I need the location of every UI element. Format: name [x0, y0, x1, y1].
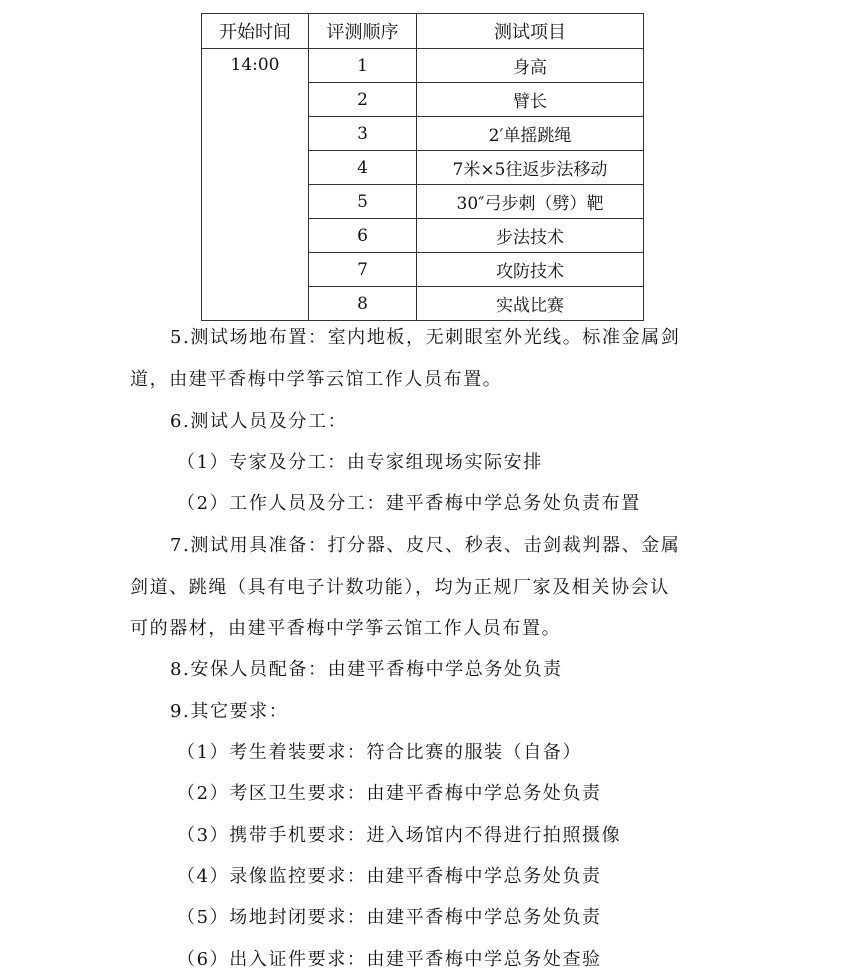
order-cell: 2 — [309, 83, 417, 117]
section-7-line-3: 可的器材，由建平香梅中学筝云馆工作人员布置。 — [130, 618, 562, 639]
section-9-title: 9.其它要求： — [170, 701, 289, 722]
item-cell: 2′单摇跳绳 — [417, 117, 644, 151]
table-header-row — [202, 14, 644, 49]
table-row — [202, 49, 644, 83]
section-6-item-1: （1）专家及分工：由专家组现场实际安排 — [177, 452, 543, 473]
section-6-item-2: （2）工作人员及分工：建平香梅中学总务处负责布置 — [177, 493, 641, 514]
order-cell: 4 — [309, 151, 417, 185]
header-start-time: 开始时间 — [202, 14, 309, 49]
section-7-line-2: 剑道、跳绳（具有电子计数功能），均为正规厂家及相关协会认 — [130, 577, 670, 598]
section-8: 8.安保人员配备：由建平香梅中学总务处负责 — [170, 659, 563, 680]
item-cell: 攻防技术 — [417, 253, 644, 287]
section-6-title: 6.测试人员及分工： — [170, 411, 348, 432]
section-5-line-1: 5.测试场地布置：室内地板，无刺眼室外光线。标准金属剑 — [170, 327, 681, 348]
section-9-item-2: （2）考区卫生要求：由建平香梅中学总务处负责 — [177, 783, 602, 804]
item-cell: 身高 — [417, 49, 644, 83]
item-cell: 实战比赛 — [417, 287, 644, 321]
header-order: 评测顺序 — [309, 14, 417, 49]
item-cell: 30″弓步刺（劈）靶 — [417, 185, 644, 219]
order-cell: 8 — [309, 287, 417, 321]
order-cell: 6 — [309, 219, 417, 253]
item-cell: 臂长 — [417, 83, 644, 117]
item-cell: 7米×5往返步法移动 — [417, 151, 644, 185]
section-9-item-1: （1）考生着装要求：符合比赛的服装（自备） — [177, 742, 583, 763]
section-9-item-5: （5）场地封闭要求：由建平香梅中学总务处负责 — [177, 907, 602, 928]
order-cell: 1 — [309, 49, 417, 83]
order-cell: 5 — [309, 185, 417, 219]
section-9-item-3: （3）携带手机要求：进入场馆内不得进行拍照摄像 — [177, 825, 622, 846]
start-time-cell: 14:00 — [202, 49, 309, 321]
item-cell: 步法技术 — [417, 219, 644, 253]
order-cell: 7 — [309, 253, 417, 287]
header-test-item: 测试项目 — [417, 14, 644, 49]
section-9-item-6: （6）出入证件要求：由建平香梅中学总务处查验 — [177, 949, 602, 970]
order-cell: 3 — [309, 117, 417, 151]
section-5-line-2: 道，由建平香梅中学筝云馆工作人员布置。 — [130, 369, 503, 390]
section-9-item-4: （4）录像监控要求：由建平香梅中学总务处负责 — [177, 866, 602, 887]
section-7-line-1: 7.测试用具准备：打分器、皮尺、秒表、击剑裁判器、金属 — [170, 535, 681, 556]
schedule-table — [201, 13, 644, 321]
